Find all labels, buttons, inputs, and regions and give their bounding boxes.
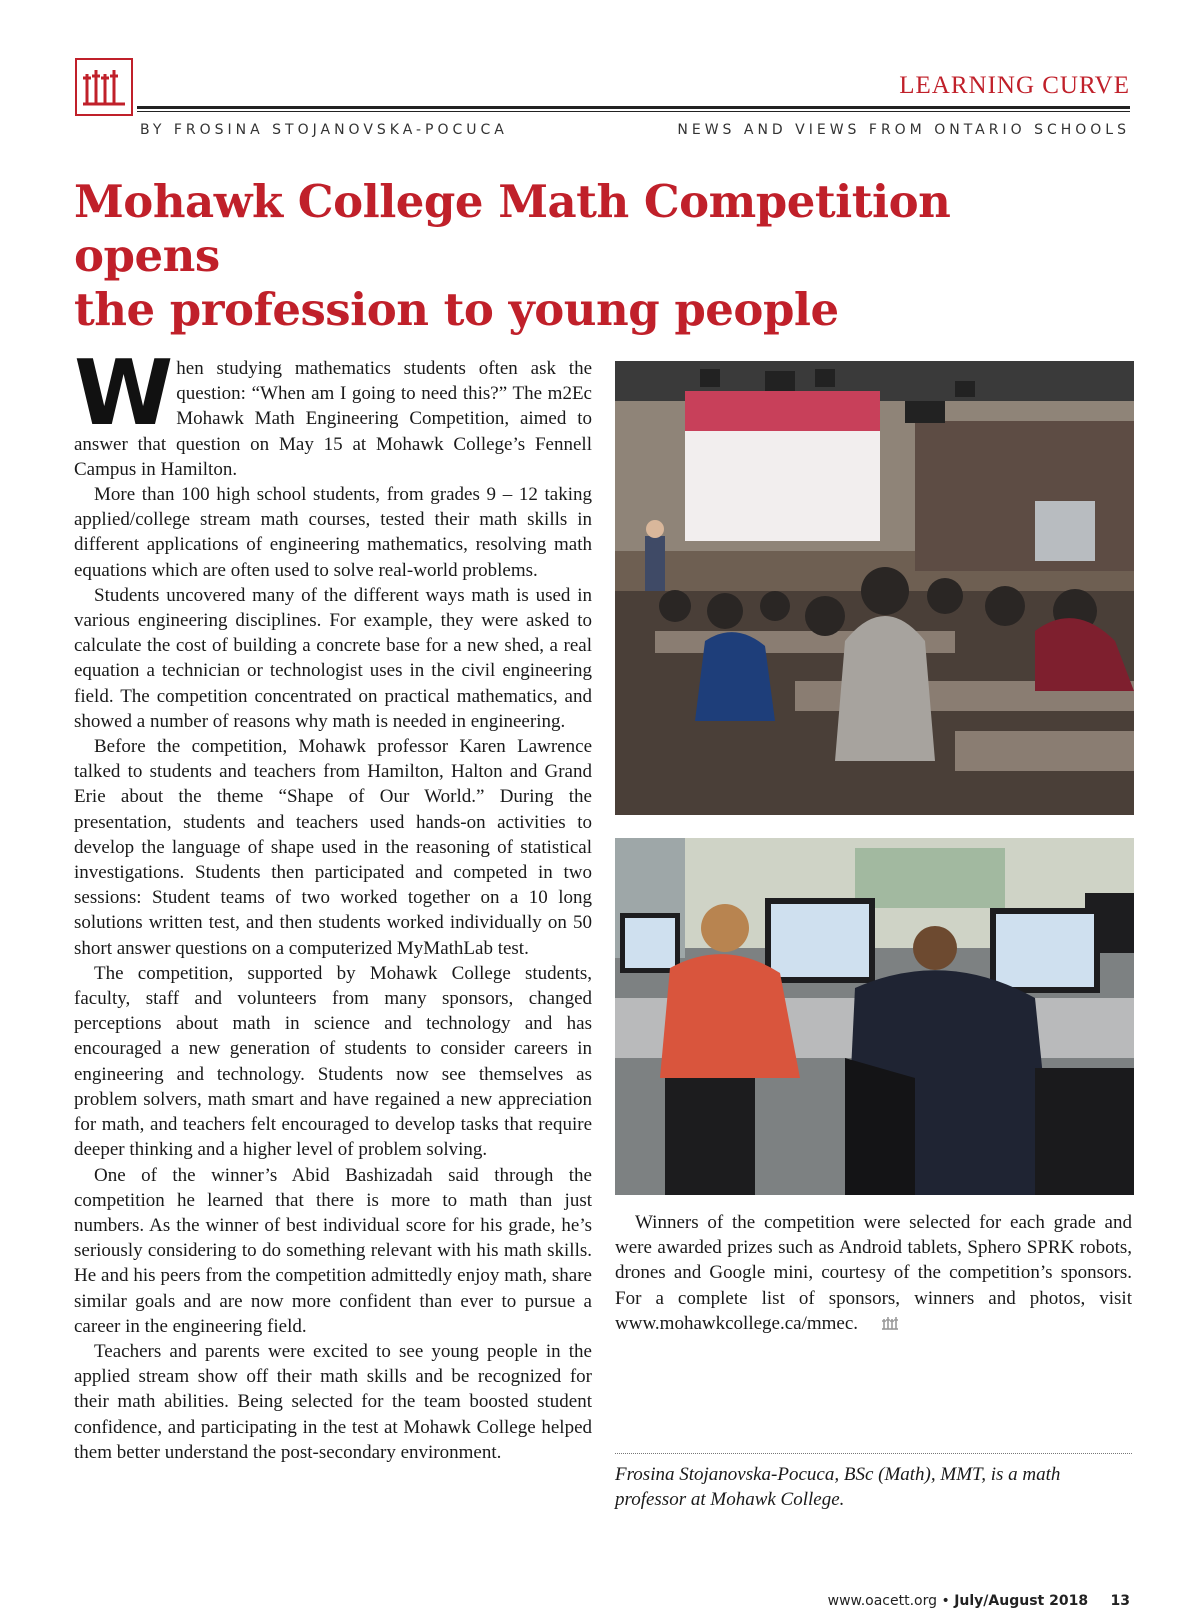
- footer-issue: July/August 2018: [954, 1593, 1089, 1609]
- tagline: NEWS AND VIEWS FROM ONTARIO SCHOOLS: [677, 122, 1130, 138]
- article-paragraph: Students uncovered many of the different ways math is used in various engineering disciplines. For example, they were asked to calculate the cost of building a concrete base for a new shed, a real equation a technician or technologist uses in the civil engineering field. The competition concentrated on practical mathematics, and showed a number of reasons why math is needed in engineering.: [74, 584, 592, 732]
- author-bio: Frosina Stojanovska-Pocuca, BSc (Math), MMT, is a math professor at Mohawk College.: [615, 1464, 1061, 1511]
- oacett-logo-icon: [77, 60, 131, 114]
- article-column-left: [74, 341, 592, 1465]
- drop-cap: W: [74, 341, 171, 446]
- section-title: LEARNING CURVE: [899, 72, 1130, 99]
- bio-divider: [615, 1453, 1132, 1454]
- article-paragraph: [74, 341, 592, 482]
- article-paragraph: Before the competition, Mohawk professor Karen Lawrence talked to students and teachers from Hamilton, Halton and Grand Erie about the theme “Shape of Our World.” During the presentation, students and teachers used hands-on activities to develop the language of shape used in the reasoning of statistical investigations. Students then participated and competed in two sessions: Student teams of two worked together on a 10 long solutions written test, and then students worked individually on 50 short answer questions on a computerized MyMathLab test.: [74, 736, 592, 959]
- article-headline: [74, 175, 1074, 337]
- end-mark-icon: [861, 1313, 899, 1338]
- footer-url[interactable]: www.oacett.org: [827, 1593, 938, 1609]
- headline-line-2: the profession to young people: [74, 283, 839, 336]
- header-rule: [137, 106, 1130, 109]
- paragraph-text: Winners of the competition were selected for each grade and were awarded prizes such as Android tablets, Sphero SPRK robots, drones and Google mini, courtesy of the competition’s sponsors. For a complete list of sponsors, winners and photos, visit www.mohawkcollege.ca/mmec.: [615, 1212, 1132, 1334]
- article-paragraph: [615, 1210, 1132, 1338]
- page-footer: [828, 1593, 1130, 1609]
- headline-line-1: Mohawk College Math Competition opens: [74, 175, 951, 282]
- byline: BY FROSINA STOJANOVSKA-POCUCA: [140, 122, 508, 138]
- footer-separator: •: [941, 1593, 950, 1609]
- header-rule-thin: [137, 111, 1130, 112]
- paragraph-text: hen studying mathematics students often ask the question: “When am I going to need this?” The m2Ec Mohawk Math Engineering Competition, aimed to answer that question on May 15 at Mohawk College’s Fennell Campus in Hamilton.: [74, 358, 592, 480]
- article-paragraph: One of the winner’s Abid Bashizadah said through the competition he learned that there is more to math than just numbers. As the winner of best individual score for his grade, he’s seriously considering to do something relevant with his math skills. He and his peers from the competition admittedly enjoy math, share similar goals and are now more confident than ever to pursue a career in the engineering field.: [74, 1164, 592, 1337]
- article-paragraph-continued: Teachers and parents were excited to see young people in the applied stream show off their math skills and be recognized for their math abilities. Being selected for the team boosted student confidence, and participating in the test at Mohawk College helped them better understand the post-secondary environment.: [74, 1340, 592, 1463]
- article-paragraph: The competition, supported by Mohawk College students, faculty, staff and volunteers from many sponsors, changed perceptions about math in science and technology and has encouraged a new generation of students to consider careers in engineering and technology. Students now see themselves as problem solvers, math smart and have regained a new appreciation for math, and teachers felt encouraged to develop tasks that require deeper thinking and a higher level of problem solving.: [74, 962, 592, 1161]
- lecture-hall-photo: [615, 361, 1134, 815]
- computer-lab-photo: [615, 838, 1134, 1195]
- article-column-right: [615, 1210, 1132, 1338]
- oacett-logo: [75, 58, 133, 116]
- article-paragraph: More than 100 high school students, from grades 9 – 12 taking applied/college stream math courses, tested their math skills in different applications of engineering mathematics, resolving math equations which are often used to solve real-world problems.: [74, 484, 592, 581]
- page-number: 13: [1110, 1593, 1130, 1609]
